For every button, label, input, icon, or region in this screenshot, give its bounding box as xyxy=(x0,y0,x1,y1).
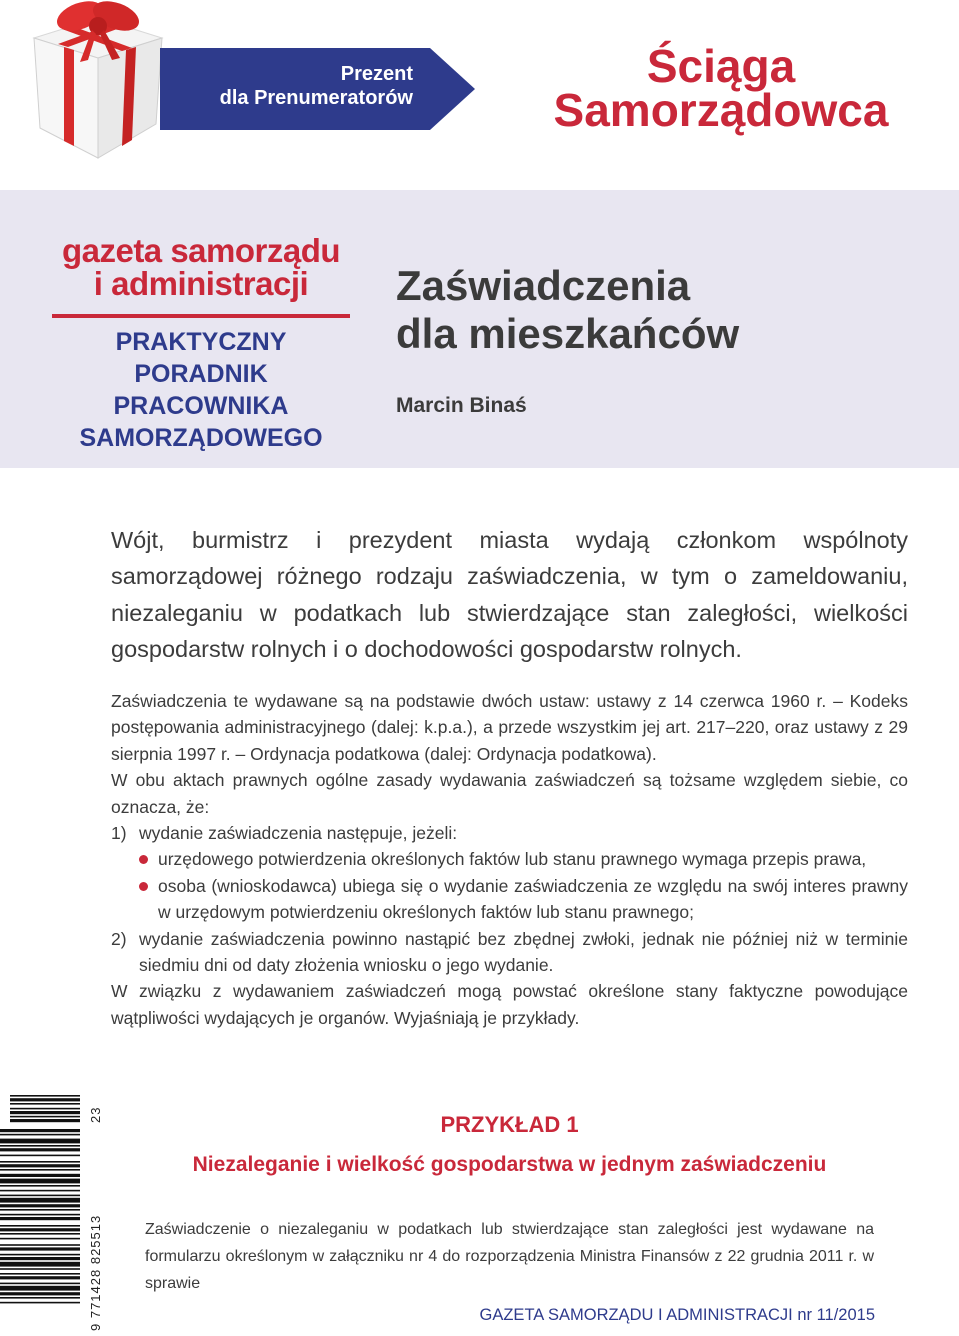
barcode-bar xyxy=(0,1129,80,1132)
bullet-dot-icon xyxy=(135,846,158,872)
publisher-series-line-3: SAMORZĄDOWEGO xyxy=(79,424,323,452)
numbered-item-1 xyxy=(111,820,908,846)
barcode-bar xyxy=(0,1228,80,1231)
document-author: Marcin Binaś xyxy=(396,394,527,417)
brand-title xyxy=(536,40,906,136)
gift-banner xyxy=(160,48,475,130)
barcode-bar xyxy=(0,1148,80,1151)
bullet-item-2-text: osoba (wnioskodawca) ubiega się o wydanie zaświadczenia ze względu na swój interes prawny w urzędowym potwierdzeniu określonych faktów lub stanu prawnego; xyxy=(158,875,908,923)
barcode-bar xyxy=(0,1225,80,1227)
barcode-addon-bar xyxy=(10,1098,80,1101)
barcode-bar xyxy=(0,1297,80,1299)
barcode-bar xyxy=(0,1302,80,1304)
barcode-bar xyxy=(0,1238,80,1240)
barcode-bar xyxy=(0,1204,80,1207)
brand-title-line-1: Ściąga xyxy=(646,40,796,92)
body-paragraph-2: W obu aktach prawnych ogólne zasady wydawania zaświadczeń są tożsame względem siebie, co oznacza, że: xyxy=(111,770,908,817)
publisher-logo-line-1: gazeta samorządu xyxy=(61,232,341,269)
document-title-line-2: dla mieszkańców xyxy=(396,310,740,357)
barcode-bar xyxy=(0,1155,80,1157)
example-text: Zaświadczenie o niezaleganiu w podatkach lub stwierdzające stan zaległości jest wydawane na formularzu określonym w załączniku nr 4 do rozporządzenia Ministra Finansów z 22 grudnia 2011 r. w sprawie xyxy=(145,1221,874,1292)
numbered-item-1-text: wydanie zaświadczenia następuje, jeżeli: xyxy=(139,823,458,844)
barcode-bar xyxy=(0,1286,80,1291)
barcode-bar xyxy=(0,1145,80,1147)
barcode: 9 771428 825513 23 xyxy=(0,1095,100,1331)
barcode-bar xyxy=(0,1134,80,1136)
barcode-bar xyxy=(0,1268,80,1270)
banner-line-2: dla Prenumeratorów xyxy=(219,87,413,109)
barcode-bar xyxy=(0,1214,80,1216)
barcode-bar xyxy=(0,1262,80,1267)
barcode-bar xyxy=(0,1161,80,1163)
barcode-addon-bar xyxy=(10,1111,80,1114)
publisher-divider xyxy=(52,314,350,318)
numbered-item-2-number: 2) xyxy=(111,928,127,949)
publisher-series-line-2: PRACOWNIKA xyxy=(113,392,289,420)
example-title: Niezaleganie i wielkość gospodarstwa w jednym zaświadczeniu xyxy=(192,1153,827,1176)
barcode-addon-bar xyxy=(10,1108,80,1110)
barcode-bar xyxy=(0,1283,80,1285)
barcode-addon-bar xyxy=(10,1095,80,1097)
barcode-bar xyxy=(0,1292,80,1295)
numbered-item-1-number: 1) xyxy=(111,823,127,844)
body-text xyxy=(111,688,908,1031)
barcode-bar xyxy=(0,1276,80,1279)
publisher-series-line-1: PRAKTYCZNY PORADNIK xyxy=(115,328,287,388)
barcode-bar xyxy=(0,1179,80,1184)
banner-line-1: Prezent xyxy=(340,63,413,85)
page-footer: GAZETA SAMORZĄDU I ADMINISTRACJI nr 11/2015 xyxy=(479,1306,875,1324)
barcode-bar xyxy=(0,1217,80,1220)
body-paragraph-1: Zaświadczenia te wydawane są na podstawie dwóch ustaw: ustawy z 14 czerwca 1960 r. – Kodeks postępowania administracyjnego (dalej: k.p.a.), a przede wszystkim jej art. 217–220, oraz ustawy z 29 sierpnia 1997 r. – Ordynacja podatkowa (dalej: Ordynacja podatkowa). xyxy=(111,691,908,764)
barcode-bar xyxy=(0,1198,80,1203)
publisher-series xyxy=(52,326,350,454)
barcode-bar xyxy=(0,1174,80,1177)
barcode-bar xyxy=(0,1190,80,1192)
barcode-bar xyxy=(0,1254,80,1256)
publisher-logo xyxy=(52,234,350,300)
bullet-item-1 xyxy=(111,846,908,872)
barcode-bar xyxy=(0,1233,80,1235)
barcode-bar xyxy=(0,1164,80,1167)
publisher-logo-line-2: i administracji xyxy=(93,265,309,302)
barcode-bar xyxy=(0,1209,80,1211)
barcode-bar xyxy=(0,1195,80,1197)
barcode-addon-bar xyxy=(10,1116,80,1118)
barcode-bar xyxy=(0,1185,80,1187)
barcode-addon-bar xyxy=(10,1103,80,1105)
bullet-item-1-text: urzędowego potwierdzenia określonych faktów lub stanu prawnego wymaga przepis prawa, xyxy=(158,849,867,870)
barcode-bar xyxy=(0,1169,80,1171)
barcode-bar xyxy=(0,1139,80,1144)
brand-title-line-2: Samorządowca xyxy=(553,84,889,136)
bullet-item-2 xyxy=(111,873,908,926)
barcode-bar xyxy=(0,1257,80,1260)
numbered-item-2-text: wydanie zaświadczenia powinno nastąpić bez zbędnej zwłoki, jednak nie później niż w terminie siedmiu dni od daty złożenia wniosku o jego wydanie. xyxy=(139,928,908,976)
barcode-bar xyxy=(0,1244,80,1246)
body-paragraph-3: W związku z wydawaniem zaświadczeń mogą powstać określone stany faktyczne powodujące wątpliwości wydających je organów. Wyjaśniają je przykłady. xyxy=(111,981,908,1028)
document-title xyxy=(396,262,739,358)
document-title-line-1: Zaświadczenia xyxy=(396,262,691,309)
barcode-bar xyxy=(0,1273,80,1275)
bullet-dot-icon xyxy=(135,873,158,926)
barcode-addon-bar xyxy=(10,1119,80,1122)
barcode-bar xyxy=(0,1247,80,1250)
lead-paragraph: Wójt, burmistrz i prezydent miasta wydają członkom wspólnoty samorządowej różnego rodzaju zaświadczenia, w tym o zameldowaniu, niezaleganiu w podatkach lub stwierdzające stan zaległości, wielkości gospodarstw rolnych i o dochodowości gospodarstw rolnych. xyxy=(111,527,908,662)
gift-box-icon xyxy=(28,0,168,162)
example-label: PRZYKŁAD 1 xyxy=(440,1112,579,1137)
numbered-item-2 xyxy=(111,926,908,979)
